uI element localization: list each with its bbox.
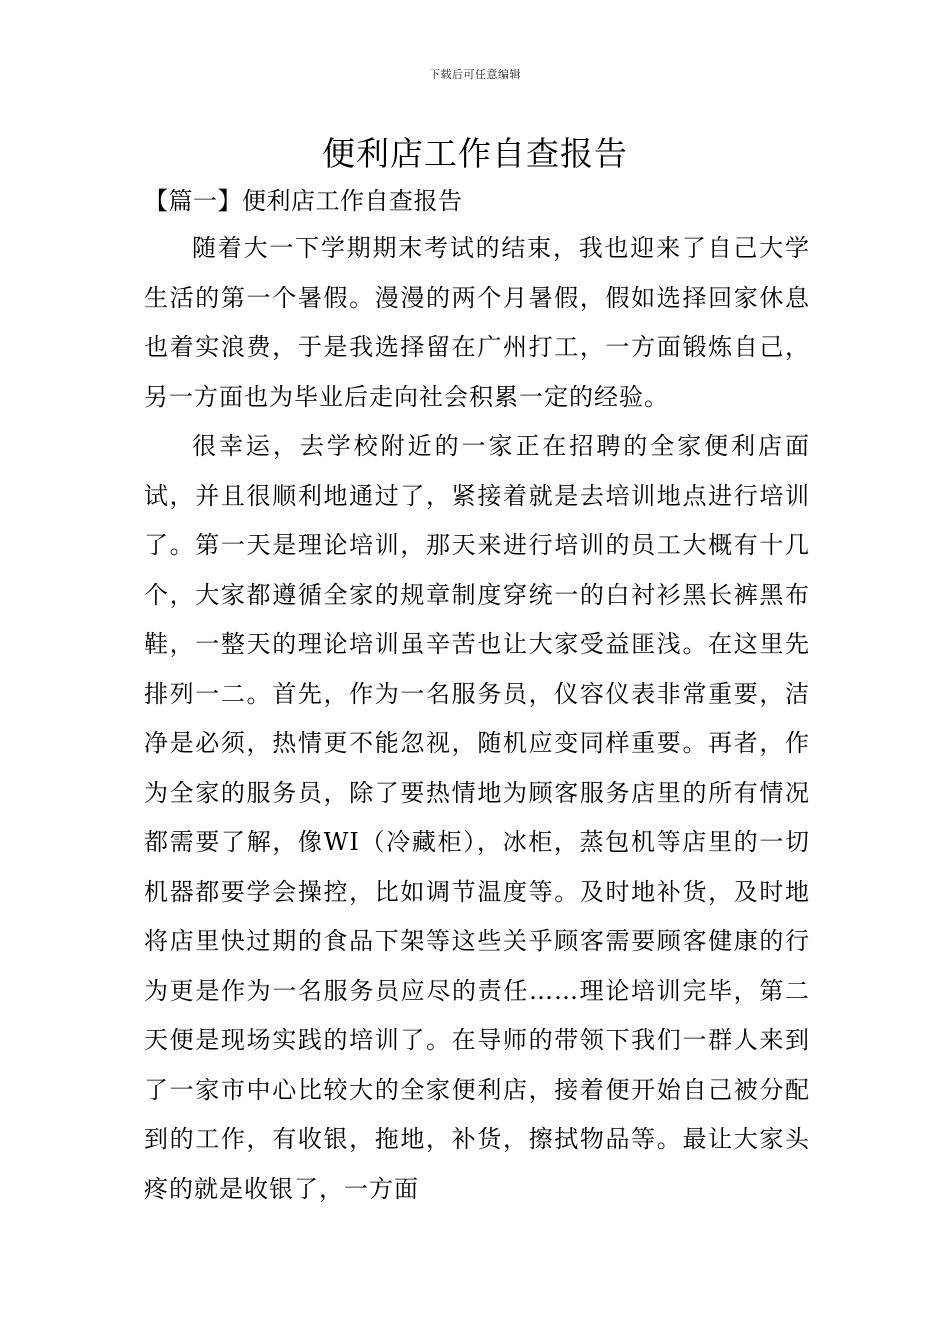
- paragraph-1: 随着大一下学期期末考试的结束，我也迎来了自己大学生活的第一个暑假。漫漫的两个月暑假，假如选择回家休息也着实浪费，于是我选择留在广州打工，一方面锻炼自己，另一方面也为毕业后走向社会积累一定的经验。: [144, 234, 810, 411]
- paragraph-2: 很幸运，去学校附近的一家正在招聘的全家便利店面试，并且很顺利地通过了，紧接着就是去培训地点进行培训了。第一天是理论培训，那天来进行培训的员工大概有十几个，大家都遵循全家的规章制度穿统一的白衬衫黑长裤黑布鞋，一整天的理论培训虽辛苦也让大家受益匪浅。在这里先排列一二。首先，作为一名服务员，仪容仪表非常重要，洁净是必须，热情更不能忽视，随机应变同样重要。再者，作为全家的服务员，除了要热情地为顾客服务店里的所有情况都需要了解，像WI（冷藏柜），冰柜，蒸包机等店里的一切机器都要学会操控，比如调节温度等。及时地补货，及时地将店里快过期的食品下架等这些关乎顾客需要顾客健康的行为更是作为一名服务员应尽的责任……理论培训完毕，第二天便是现场实践的培训了。在导师的带领下我们一群人来到了一家市中心比较大的全家便利店，接着便开始自己被分配到的工作，有收银，拖地，补货，擦拭物品等。最让大家头疼的就是收银了，一方面: [144, 432, 810, 1203]
- header-note: 下载后可任意编辑: [429, 68, 521, 81]
- document-title: 便利店工作自查报告: [322, 134, 628, 173]
- document-body: [144, 224, 810, 1214]
- section-heading: 【篇一】便利店工作自查报告: [144, 187, 463, 215]
